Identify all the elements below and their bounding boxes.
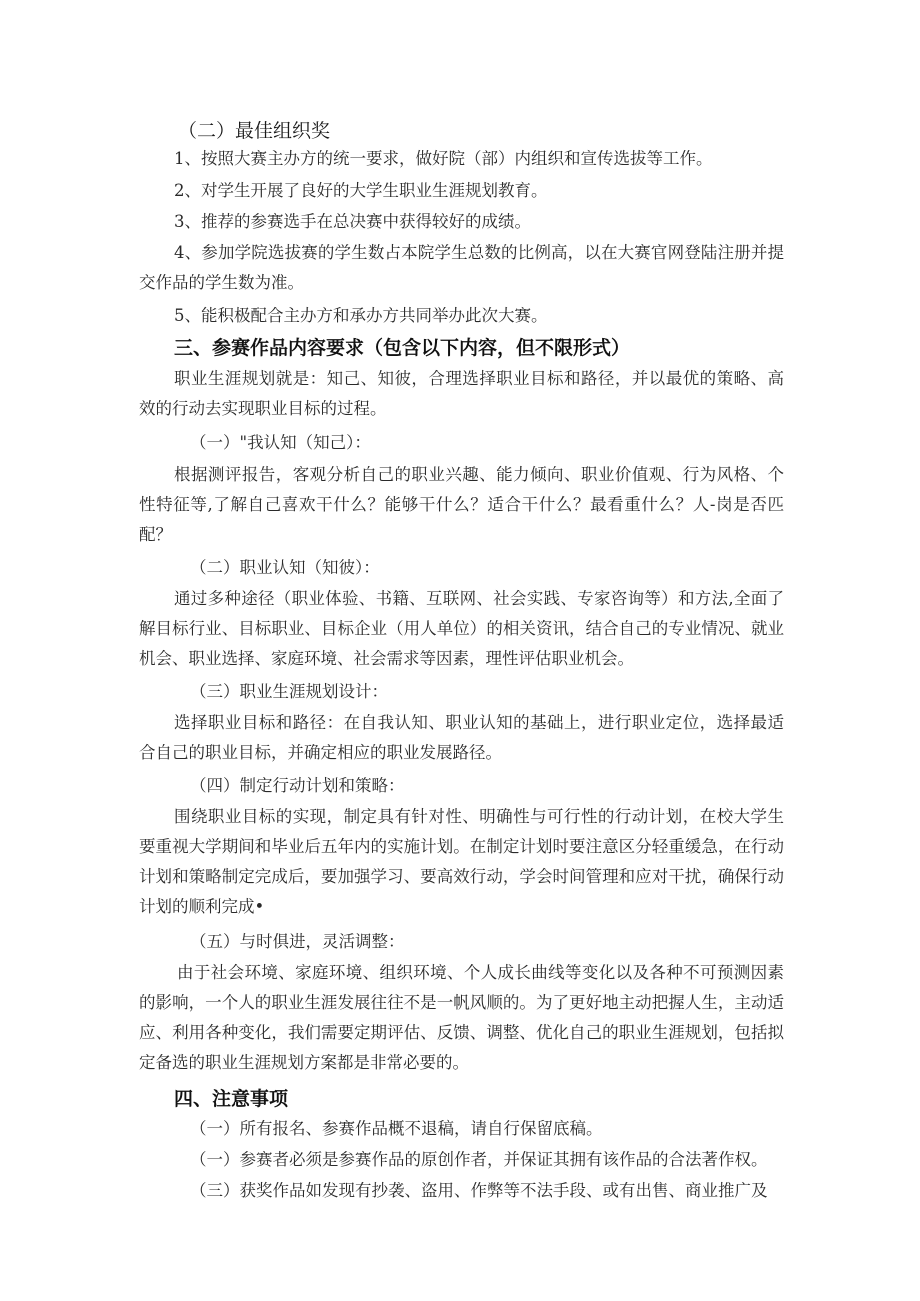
notes-item-2: （一）参赛者必须是参赛作品的原创作者，并保证其拥有该作品的合法著作权。 <box>190 1150 768 1169</box>
part-1-body: 根据测评报告，客观分析自己的职业兴趣、能力倾向、职业价值观、行为风格、个性特征等,了解自己喜欢干什么？能够干什么？适合干什么？最看重什么？人-岗是否匹配？ <box>139 465 784 544</box>
best-org-item-5: 5、能积极配合主办方和承办方共同举办此次大赛。 <box>174 306 548 325</box>
part-5-body: 由于社会环境、家庭环境、组织环境、个人成长曲线等变化以及各种不可预测因素的影响，一个人的职业生涯发展往往不是一帆风顺的。为了更好地主动把握人生，主动适应、利用各种变化，我们需要定期评估、反馈、调整、优化自己的职业生涯规划，包括拟定备选的职业生涯规划方案都是非常必要的。 <box>139 963 784 1072</box>
content-intro: 职业生涯规划就是：知己、知彼，合理选择职业目标和路径，并以最优的策略、高效的行动去实现职业目标的过程。 <box>139 369 784 418</box>
part-4-body: 围绕职业目标的实现，制定具有针对性、明确性与可行性的行动计划，在校大学生要重视大学期间和毕业后五年内的实施计划。在制定计划时要注意区分轻重缓急，在行动计划和策略制定完成后，要加强学习、要高效行动，学会时间管理和应对干扰，确保行动计划的顺利完成• <box>139 807 784 916</box>
part-4-title: （四）制定行动计划和策略： <box>190 776 405 795</box>
part-3-body: 选择职业目标和路径：在自我认知、职业认知的基础上，进行职业定位，选择最适合自己的职业目标，并确定相应的职业发展路径。 <box>139 713 784 762</box>
part-2-body: 通过多种途径（职业体验、书籍、互联网、社会实践、专家咨询等）和方法,全面了解目标行业、目标职业、目标企业（用人单位）的相关资讯，结合自己的专业情况、就业机会、职业选择、家庭环境、社会需求等因素，理性评估职业机会。 <box>139 589 784 668</box>
best-org-item-2: 2、对学生开展了良好的大学生职业生涯规划教育。 <box>174 181 548 200</box>
content-requirements-heading: 三、参赛作品内容要求（包含以下内容，但不限形式） <box>174 337 631 359</box>
part-5-title: （五）与时俱进，灵活调整： <box>190 932 405 951</box>
notes-heading: 四、注意事项 <box>174 1088 289 1110</box>
notes-item-1: （一）所有报名、参赛作品概不退稿，请自行保留底稿。 <box>190 1119 603 1138</box>
best-org-item-3: 3、推荐的参赛选手在总决赛中获得较好的成绩。 <box>174 212 531 231</box>
part-2-title: （二）职业认知（知彼）： <box>190 558 380 577</box>
part-1-title: （一）"我认知（知己）： <box>190 433 371 452</box>
notes-item-3: （三）获奖作品如发现有抄袭、盗用、作弊等不法手段、或有出售、商业推广及 <box>190 1181 768 1200</box>
best-org-award-heading: （二）最佳组织奖 <box>178 120 331 142</box>
best-org-item-4: 4、参加学院选拔赛的学生数占本院学生总数的比例高，以在大赛官网登陆注册并提交作品的学生数为准。 <box>139 243 784 292</box>
part-3-title: （三）职业生涯规划设计： <box>190 682 388 701</box>
best-org-item-1: 1、按照大赛主办方的统一要求，做好院（部）内组织和宣传选拔等工作。 <box>174 149 713 168</box>
